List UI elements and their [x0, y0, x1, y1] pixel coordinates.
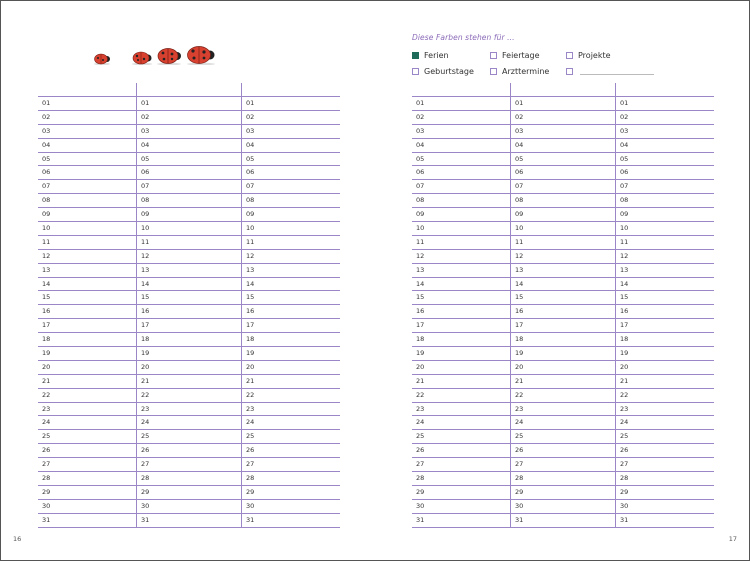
calendar-row[interactable]: [38, 333, 340, 347]
calendar-body: [38, 97, 340, 528]
calendar-row[interactable]: [412, 194, 714, 208]
day-number: 08: [620, 196, 629, 205]
day-number: 29: [515, 487, 524, 496]
calendar-row[interactable]: [412, 319, 714, 333]
calendar-row[interactable]: [38, 236, 340, 250]
calendar-row[interactable]: [412, 333, 714, 347]
calendar-header: [38, 83, 340, 97]
day-number: 28: [620, 474, 629, 483]
calendar-row[interactable]: [38, 416, 340, 430]
calendar-row[interactable]: [38, 139, 340, 153]
calendar-body: [412, 97, 714, 528]
legend-label: Projekte: [578, 50, 611, 60]
day-number: 28: [515, 474, 524, 483]
day-number: 27: [246, 460, 255, 469]
day-number: 20: [620, 362, 629, 371]
day-number: 05: [141, 154, 150, 163]
day-number: 14: [416, 279, 425, 288]
day-number: 22: [515, 390, 524, 399]
day-number: 22: [141, 390, 150, 399]
day-number: 26: [515, 446, 524, 455]
calendar-row[interactable]: [412, 375, 714, 389]
legend-label: Ferien: [424, 50, 449, 60]
calendar-row[interactable]: [412, 180, 714, 194]
calendar-row[interactable]: [38, 486, 340, 500]
day-number: 11: [515, 237, 524, 246]
calendar-row[interactable]: [412, 444, 714, 458]
day-number: 11: [141, 237, 150, 246]
day-number: 26: [42, 446, 51, 455]
day-number: 29: [246, 487, 255, 496]
calendar-row[interactable]: [412, 486, 714, 500]
calendar-row[interactable]: [38, 194, 340, 208]
calendar-row[interactable]: [38, 264, 340, 278]
calendar-row[interactable]: [412, 222, 714, 236]
day-number: 05: [620, 154, 629, 163]
day-number: 06: [42, 168, 51, 177]
day-number: 04: [246, 140, 255, 149]
column-divider: [510, 83, 511, 96]
day-number: 19: [620, 349, 629, 358]
day-number: 24: [246, 418, 255, 427]
day-number: 04: [141, 140, 150, 149]
day-number: 29: [416, 487, 425, 496]
day-number: 20: [515, 362, 524, 371]
day-number: 03: [141, 126, 150, 135]
checkbox-icon[interactable]: [566, 52, 573, 59]
day-number: 21: [42, 376, 51, 385]
legend-blank-line[interactable]: [580, 67, 654, 75]
calendar-row[interactable]: [412, 291, 714, 305]
legend-item-geburtstage[interactable]: [412, 66, 490, 76]
day-number: 25: [620, 432, 629, 441]
day-number: 19: [515, 349, 524, 358]
day-number: 24: [620, 418, 629, 427]
checkbox-icon[interactable]: [490, 68, 497, 75]
day-number: 08: [141, 196, 150, 205]
day-number: 23: [246, 404, 255, 413]
day-number: 12: [246, 251, 255, 260]
day-number: 19: [246, 349, 255, 358]
day-number: 23: [620, 404, 629, 413]
day-number: 27: [42, 460, 51, 469]
day-number: 16: [42, 307, 51, 316]
day-number: 09: [42, 210, 51, 219]
day-number: 15: [141, 293, 150, 302]
calendar-row[interactable]: [38, 166, 340, 180]
day-number: 12: [620, 251, 629, 260]
day-number: 29: [620, 487, 629, 496]
day-number: 02: [416, 112, 425, 121]
calendar-row[interactable]: [38, 403, 340, 417]
calendar-row[interactable]: [412, 472, 714, 486]
day-number: 23: [416, 404, 425, 413]
calendar-row[interactable]: [412, 208, 714, 222]
day-number: 16: [515, 307, 524, 316]
day-number: 03: [42, 126, 51, 135]
day-number: 07: [515, 182, 524, 191]
calendar-row[interactable]: [412, 139, 714, 153]
day-number: 25: [141, 432, 150, 441]
legend-item-arzttermine[interactable]: [490, 66, 566, 76]
day-number: 04: [42, 140, 51, 149]
day-number: 31: [42, 515, 51, 524]
day-number: 22: [620, 390, 629, 399]
calendar-grid-right: [412, 83, 714, 528]
day-number: 20: [42, 362, 51, 371]
calendar-row[interactable]: [412, 514, 714, 528]
calendar-row[interactable]: [412, 458, 714, 472]
ladybug-illustration: [93, 41, 233, 65]
legend-item-ferien[interactable]: [412, 50, 490, 60]
calendar-row[interactable]: [38, 444, 340, 458]
day-number: 04: [416, 140, 425, 149]
column-divider: [136, 83, 137, 96]
day-number: 06: [141, 168, 150, 177]
calendar-row[interactable]: [38, 458, 340, 472]
calendar-row[interactable]: [38, 305, 340, 319]
day-number: 05: [515, 154, 524, 163]
checkbox-icon[interactable]: [490, 52, 497, 59]
day-number: 17: [515, 321, 524, 330]
day-number: 06: [515, 168, 524, 177]
day-number: 03: [515, 126, 524, 135]
day-number: 16: [416, 307, 425, 316]
day-number: 15: [416, 293, 425, 302]
day-number: 12: [42, 251, 51, 260]
calendar-row[interactable]: [412, 305, 714, 319]
day-number: 08: [42, 196, 51, 205]
day-number: 30: [620, 501, 629, 510]
day-number: 07: [246, 182, 255, 191]
day-number: 02: [246, 112, 255, 121]
day-number: 09: [246, 210, 255, 219]
day-number: 14: [620, 279, 629, 288]
ladybug-icon: [93, 53, 111, 65]
day-number: 29: [141, 487, 150, 496]
day-number: 28: [141, 474, 150, 483]
day-number: 24: [141, 418, 150, 427]
legend-title: Diese Farben stehen für ...: [412, 33, 515, 42]
day-number: 22: [246, 390, 255, 399]
day-number: 21: [620, 376, 629, 385]
day-number: 02: [42, 112, 51, 121]
day-number: 13: [416, 265, 425, 274]
day-number: 31: [515, 515, 524, 524]
calendar-row[interactable]: [412, 264, 714, 278]
legend-label: Arzttermine: [502, 66, 550, 76]
day-number: 15: [515, 293, 524, 302]
day-number: 12: [515, 251, 524, 260]
day-number: 04: [620, 140, 629, 149]
calendar-row[interactable]: [38, 361, 340, 375]
day-number: 17: [620, 321, 629, 330]
day-number: 08: [515, 196, 524, 205]
calendar-grid-left: [38, 83, 340, 528]
legend-grid: [412, 50, 732, 76]
day-number: 29: [42, 487, 51, 496]
day-number: 07: [141, 182, 150, 191]
day-number: 13: [42, 265, 51, 274]
day-number: 09: [141, 210, 150, 219]
day-number: 02: [515, 112, 524, 121]
legend-label: Feiertage: [502, 50, 540, 60]
checkbox-icon[interactable]: [412, 52, 419, 59]
page-number: 16: [13, 535, 22, 543]
day-number: 11: [42, 237, 51, 246]
day-number: 17: [246, 321, 255, 330]
day-number: 14: [42, 279, 51, 288]
day-number: 11: [416, 237, 425, 246]
left-page: [1, 1, 376, 560]
day-number: 13: [246, 265, 255, 274]
day-number: 13: [620, 265, 629, 274]
day-number: 19: [42, 349, 51, 358]
day-number: 21: [141, 376, 150, 385]
day-number: 25: [416, 432, 425, 441]
day-number: 17: [416, 321, 425, 330]
day-number: 18: [416, 335, 425, 344]
day-number: 16: [620, 307, 629, 316]
calendar-row[interactable]: [412, 166, 714, 180]
calendar-row[interactable]: [412, 97, 714, 111]
day-number: 17: [141, 321, 150, 330]
calendar-row[interactable]: [38, 111, 340, 125]
ladybug-icon: [131, 50, 153, 65]
calendar-row[interactable]: [412, 250, 714, 264]
day-number: 06: [620, 168, 629, 177]
calendar-row[interactable]: [38, 347, 340, 361]
day-number: 30: [246, 501, 255, 510]
day-number: 11: [620, 237, 629, 246]
day-number: 25: [246, 432, 255, 441]
calendar-row[interactable]: [412, 361, 714, 375]
day-number: 25: [42, 432, 51, 441]
day-number: 12: [416, 251, 425, 260]
day-number: 10: [42, 224, 51, 233]
day-number: 28: [416, 474, 425, 483]
checkbox-icon[interactable]: [566, 68, 573, 75]
day-number: 13: [515, 265, 524, 274]
day-number: 30: [141, 501, 150, 510]
day-number: 24: [416, 418, 425, 427]
day-number: 30: [515, 501, 524, 510]
calendar-row[interactable]: [412, 416, 714, 430]
calendar-row[interactable]: [38, 250, 340, 264]
day-number: 31: [416, 515, 425, 524]
day-number: 19: [141, 349, 150, 358]
day-number: 26: [246, 446, 255, 455]
day-number: 12: [141, 251, 150, 260]
day-number: 01: [620, 99, 629, 107]
calendar-row[interactable]: [38, 319, 340, 333]
day-number: 16: [246, 307, 255, 316]
column-divider: [615, 83, 616, 96]
ladybug-icon: [155, 46, 183, 65]
day-number: 23: [42, 404, 51, 413]
day-number: 10: [246, 224, 255, 233]
day-number: 15: [42, 293, 51, 302]
day-number: 14: [246, 279, 255, 288]
day-number: 19: [416, 349, 425, 358]
calendar-row[interactable]: [412, 278, 714, 292]
day-number: 31: [246, 515, 255, 524]
day-number: 22: [42, 390, 51, 399]
calendar-row[interactable]: [412, 236, 714, 250]
calendar-row[interactable]: [412, 403, 714, 417]
right-page: [376, 1, 750, 560]
day-number: 31: [620, 515, 629, 524]
day-number: 05: [246, 154, 255, 163]
day-number: 20: [416, 362, 425, 371]
day-number: 22: [416, 390, 425, 399]
day-number: 21: [416, 376, 425, 385]
ladybug-icon: [185, 44, 217, 65]
day-number: 02: [141, 112, 150, 121]
day-number: 27: [141, 460, 150, 469]
day-number: 06: [416, 168, 425, 177]
day-number: 01: [42, 99, 51, 107]
day-number: 30: [416, 501, 425, 510]
calendar-row[interactable]: [38, 222, 340, 236]
day-number: 10: [141, 224, 150, 233]
day-number: 06: [246, 168, 255, 177]
day-number: 21: [515, 376, 524, 385]
calendar-row[interactable]: [412, 347, 714, 361]
calendar-row[interactable]: [38, 97, 340, 111]
calendar-row[interactable]: [412, 389, 714, 403]
day-number: 01: [246, 99, 255, 107]
day-number: 24: [42, 418, 51, 427]
day-number: 18: [620, 335, 629, 344]
day-number: 27: [515, 460, 524, 469]
day-number: 14: [141, 279, 150, 288]
day-number: 18: [515, 335, 524, 344]
day-number: 26: [416, 446, 425, 455]
day-number: 27: [620, 460, 629, 469]
legend-item-feiertage[interactable]: [490, 50, 566, 60]
calendar-row[interactable]: [38, 208, 340, 222]
day-number: 18: [42, 335, 51, 344]
day-number: 20: [141, 362, 150, 371]
day-number: 01: [416, 99, 425, 107]
day-number: 02: [620, 112, 629, 121]
day-number: 20: [246, 362, 255, 371]
calendar-row[interactable]: [38, 514, 340, 528]
day-number: 03: [246, 126, 255, 135]
day-number: 28: [42, 474, 51, 483]
checkbox-icon[interactable]: [412, 68, 419, 75]
day-number: 21: [246, 376, 255, 385]
day-number: 09: [416, 210, 425, 219]
calendar-row[interactable]: [412, 430, 714, 444]
day-number: 10: [416, 224, 425, 233]
day-number: 26: [620, 446, 629, 455]
day-number: 28: [246, 474, 255, 483]
day-number: 15: [246, 293, 255, 302]
day-number: 09: [515, 210, 524, 219]
day-number: 18: [246, 335, 255, 344]
day-number: 27: [416, 460, 425, 469]
calendar-row[interactable]: [412, 153, 714, 167]
calendar-row[interactable]: [412, 500, 714, 514]
day-number: 11: [246, 237, 255, 246]
legend-item-projekte[interactable]: [566, 50, 656, 60]
day-number: 30: [42, 501, 51, 510]
calendar-row[interactable]: [38, 278, 340, 292]
day-number: 03: [416, 126, 425, 135]
calendar-row[interactable]: [38, 153, 340, 167]
day-number: 04: [515, 140, 524, 149]
day-number: 01: [141, 99, 150, 107]
day-number: 07: [416, 182, 425, 191]
day-number: 14: [515, 279, 524, 288]
day-number: 24: [515, 418, 524, 427]
calendar-row[interactable]: [38, 291, 340, 305]
day-number: 10: [620, 224, 629, 233]
day-number: 05: [42, 154, 51, 163]
calendar-row[interactable]: [412, 111, 714, 125]
calendar-row[interactable]: [38, 472, 340, 486]
day-number: 16: [141, 307, 150, 316]
column-divider: [241, 83, 242, 96]
day-number: 31: [141, 515, 150, 524]
day-number: 10: [515, 224, 524, 233]
day-number: 03: [620, 126, 629, 135]
calendar-row[interactable]: [38, 500, 340, 514]
day-number: 25: [515, 432, 524, 441]
day-number: 23: [141, 404, 150, 413]
legend-label: Geburtstage: [424, 66, 474, 76]
day-number: 13: [141, 265, 150, 274]
day-number: 07: [42, 182, 51, 191]
calendar-row[interactable]: [38, 125, 340, 139]
calendar-row[interactable]: [38, 389, 340, 403]
day-number: 01: [515, 99, 524, 107]
day-number: 08: [416, 196, 425, 205]
day-number: 08: [246, 196, 255, 205]
day-number: 23: [515, 404, 524, 413]
page-number: 17: [728, 535, 737, 543]
day-number: 05: [416, 154, 425, 163]
day-number: 17: [42, 321, 51, 330]
legend-item-custom[interactable]: [566, 66, 656, 76]
calendar-row[interactable]: [38, 375, 340, 389]
calendar-header: [412, 83, 714, 97]
calendar-row[interactable]: [412, 125, 714, 139]
color-legend: [412, 33, 732, 76]
day-number: 18: [141, 335, 150, 344]
day-number: 09: [620, 210, 629, 219]
calendar-row[interactable]: [38, 430, 340, 444]
day-number: 15: [620, 293, 629, 302]
day-number: 26: [141, 446, 150, 455]
calendar-row[interactable]: [38, 180, 340, 194]
day-number: 07: [620, 182, 629, 191]
